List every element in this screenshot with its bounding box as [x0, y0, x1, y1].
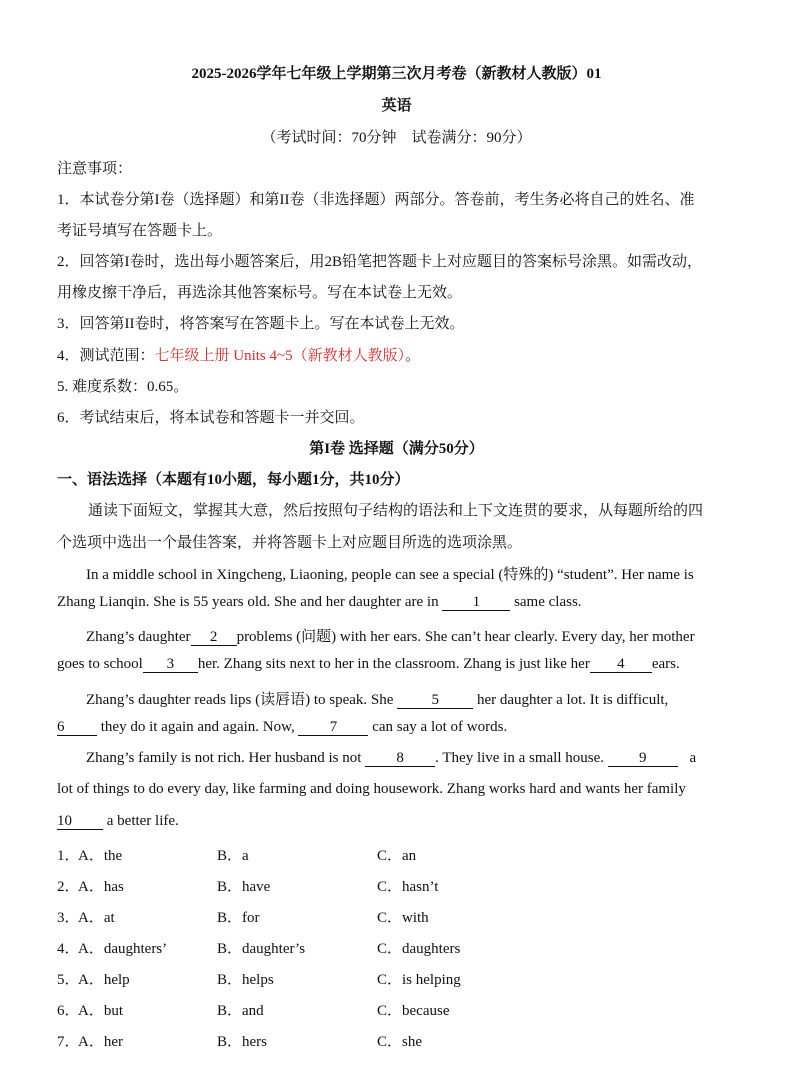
option-c[interactable]: C．hasn’t: [377, 879, 439, 895]
question-number: 2．: [57, 879, 80, 895]
passage-p2a: [86, 625, 695, 646]
note-4: [57, 344, 420, 365]
option-b[interactable]: B．a: [217, 848, 249, 864]
exam-info: （考试时间：70分钟 试卷满分：90分）: [261, 130, 532, 146]
question-number: 7．: [57, 1034, 80, 1050]
option-c[interactable]: C．with: [377, 910, 429, 926]
note-2a: 2．回答第I卷时，选出每小题答案后，用2B铅笔把答题卡上对应题目的答案标号涂黑。如需改动，: [57, 254, 703, 270]
option-a[interactable]: A．but: [78, 1003, 124, 1019]
passage-p1b: [57, 594, 582, 611]
passage-p2b: [57, 656, 680, 673]
option-b[interactable]: B．helps: [217, 972, 274, 988]
passage-p4a: [86, 750, 696, 767]
passage-text: problems (问题) with her ears. She can’t hear clearly. Every day, her mother: [236, 629, 695, 645]
passage-text: Zhang Lianqin. She is 55 years old. She and her daughter are in: [57, 594, 443, 610]
instructions-b: 个选项中选出一个最佳答案，并将答题卡上对应题目所选的选项涂黑。: [57, 535, 523, 551]
option-a[interactable]: A．at: [78, 910, 115, 926]
passage-text: a better life.: [103, 813, 179, 829]
option-c[interactable]: C．is helping: [377, 972, 461, 988]
option-c[interactable]: C．daughters: [377, 941, 461, 957]
note-5: 5. 难度系数：0.65。: [57, 379, 189, 395]
passage-text: Zhang’s daughter reads lips (读唇语) to speak. She: [86, 692, 398, 708]
passage-text: . They live in a small house.: [435, 750, 608, 766]
option-a[interactable]: A．the: [78, 848, 123, 864]
option-b[interactable]: B．daughter’s: [217, 941, 306, 957]
section1-title: 一、语法选择（本题有10小题，每小题1分，共10分）: [57, 472, 410, 488]
passage-p1a: In a middle school in Xingcheng, Liaoning, people can see a special (特殊的) “student”. Her name is: [86, 567, 694, 583]
passage-p4c: [57, 813, 179, 830]
passage-text: they do it again and again. Now,: [97, 719, 299, 735]
question-number: 3．: [57, 910, 80, 926]
option-c[interactable]: C．because: [377, 1003, 450, 1019]
option-b[interactable]: B．and: [217, 1003, 264, 1019]
blank-6: 6: [57, 720, 97, 736]
blank-5: 5: [397, 693, 473, 709]
option-a[interactable]: A．help: [78, 972, 130, 988]
note-6: 6．考试结束后，将本试卷和答题卡一并交回。: [57, 410, 365, 426]
blank-4: 4: [590, 657, 652, 673]
option-a[interactable]: A．her: [78, 1034, 123, 1050]
question-number: 6．: [57, 1003, 80, 1019]
passage-text: Zhang’s family is not rich. Her husband is not: [86, 750, 366, 766]
passage-text: same class.: [510, 594, 582, 610]
note-4-suffix: 。: [405, 348, 421, 364]
passage-text: her. Zhang sits next to her in the classroom. Zhang is just like her: [197, 656, 590, 672]
passage-text: can say a lot of words.: [368, 719, 508, 735]
question-number: 4．: [57, 941, 80, 957]
question-number: 1．: [57, 848, 80, 864]
option-b[interactable]: B．for: [217, 910, 260, 926]
passage-text: a: [685, 750, 697, 766]
blank-8: 8: [365, 751, 435, 767]
blank-9: 9: [608, 751, 678, 767]
note-2b: 用橡皮擦干净后，再选涂其他答案标号。写在本试卷上无效。: [57, 285, 463, 301]
note-3: 3．回答第II卷时，将答案写在答题卡上。写在本试卷上无效。: [57, 316, 465, 332]
option-a[interactable]: A．has: [78, 879, 124, 895]
test-range: 七年级上册 Units 4~5（新教材人教版）: [154, 348, 406, 364]
passage-text: goes to school: [57, 656, 143, 672]
option-a[interactable]: A．daughters’: [78, 941, 168, 957]
note-1a: 1．本试卷分第I卷（选择题）和第II卷（非选择题）两部分。答卷前，考生务必将自己的姓名、准: [57, 192, 695, 208]
instructions-a: 通读下面短文，掌握其大意，然后按照句子结构的语法和上下文连贯的要求，从每题所给的四: [88, 503, 704, 519]
passage-text: her daughter a lot. It is difficult,: [473, 692, 669, 708]
notes-heading: 注意事项：: [57, 161, 133, 177]
passage-p4b: lot of things to do every day, like farming and doing housework. Zhang works hard and wants her family: [57, 781, 686, 797]
option-b[interactable]: B．hers: [217, 1034, 267, 1050]
blank-1: 1: [442, 595, 510, 611]
passage-p3a: [86, 688, 668, 709]
passage-text: ears.: [651, 656, 680, 672]
blank-10: 10: [57, 814, 103, 830]
blank-2: 2: [191, 630, 237, 646]
exam-title: 2025-2026学年七年级上学期第三次月考卷（新教材人教版）01: [191, 66, 602, 82]
note-1b: 考证号填写在答题卡上。: [57, 223, 223, 239]
option-b[interactable]: B．have: [217, 879, 271, 895]
part1-title: 第I卷 选择题（满分50分）: [309, 441, 484, 457]
subject-title: 英语: [381, 98, 412, 114]
option-c[interactable]: C．an: [377, 848, 417, 864]
passage-text: Zhang’s daughter: [86, 629, 191, 645]
option-c[interactable]: C．she: [377, 1034, 423, 1050]
passage-p3b: [57, 719, 507, 736]
blank-7: 7: [298, 720, 368, 736]
question-number: 5．: [57, 972, 80, 988]
blank-3: 3: [143, 657, 198, 673]
note-4-prefix: 4．测试范围：: [57, 348, 155, 364]
